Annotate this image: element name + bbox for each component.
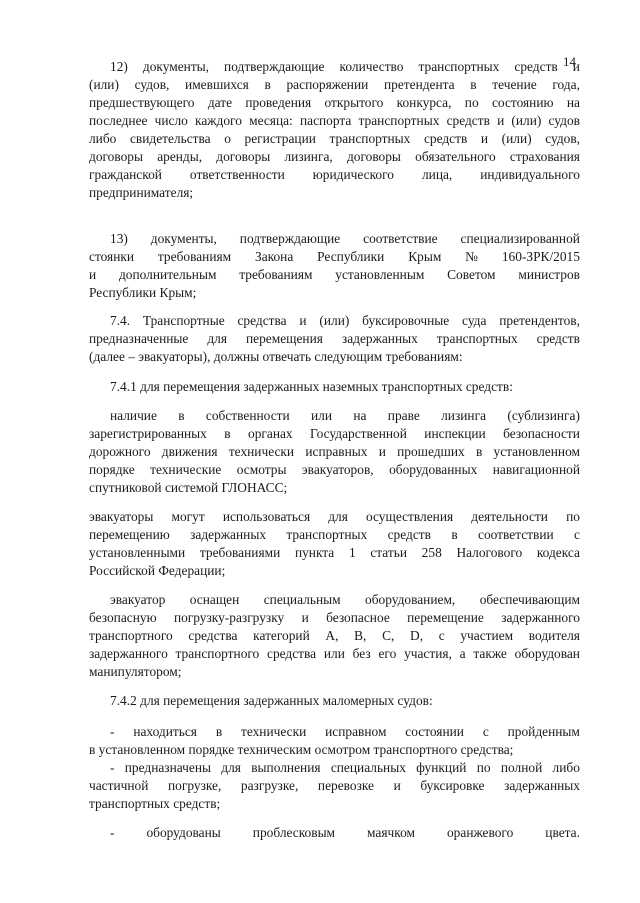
text-line: в установленном порядке техническим осмотром транспортного средства; (89, 742, 514, 757)
text-line: наличие в собственности или на праве лизинга (сублизинга) (110, 408, 580, 423)
text-line: 13) документы, подтверждающие соответствие специализированной (110, 231, 580, 246)
text-line: предназначенные для перемещения задержанных транспортных средств (89, 331, 580, 346)
text-line: последнее число каждого месяца: паспорта транспортных средств и (или) судов (89, 113, 580, 128)
text-line: - предназначены для выполнения специальных функций по полной либо (110, 760, 580, 775)
text-line: 7.4. Транспортные средства и (или) буксировочные суда претендентов, (110, 313, 580, 328)
text-line: спутниковой системой ГЛОНАСС; (89, 480, 288, 495)
text-line: - находиться в технически исправном состоянии с пройденным (110, 724, 580, 739)
text-line: эвакуаторы могут использоваться для осуществления деятельности по (89, 509, 580, 524)
text-line: порядке технические осмотры эвакуаторов, оборудованных навигационной (89, 462, 580, 477)
text-line: (или) судов, имевшихся в распоряжении претендента в течение года, (89, 77, 580, 92)
text-line: транспортного средства категорий А, В, С, D, с участием водителя (89, 628, 580, 643)
text-line: эвакуатор оснащен специальным оборудованием, обеспечивающим (110, 592, 580, 607)
text-line: предпринимателя; (89, 185, 194, 200)
text-line: транспортных средств; (89, 796, 221, 811)
text-line: - оборудованы проблесковым маячком оранжевого цвета. (110, 825, 580, 840)
text-line: предшествующего дате проведения открытого конкурса, по состоянию на (89, 95, 580, 110)
text-line: безопасную погрузку-разгрузку и безопасное перемещение задержанного (89, 610, 580, 625)
text-line: дорожного движения технически исправных и прошедших в установленном (89, 444, 580, 459)
text-line: и дополнительным требованиям установленным Советом министров (89, 267, 580, 282)
text-line: манипулятором; (89, 664, 182, 679)
text-line: 7.4.2 для перемещения задержанных маломерных судов: (110, 693, 433, 708)
text-line: частичной погрузке, разгрузке, перевозке и буксировке задержанных (89, 778, 580, 793)
text-line: либо свидетельства о регистрации транспортных средств и (или) судов, (89, 131, 580, 146)
text-line: 7.4.1 для перемещения задержанных наземных транспортных средств: (110, 379, 513, 394)
text-line: задержанного транспортного средства или без его участия, а также оборудован (89, 646, 580, 661)
text-line: стоянки требованиям Закона Республики Крым № 160-ЗРК/2015 (89, 249, 580, 264)
text-line: зарегистрированных в органах Государственной инспекции безопасности (89, 426, 580, 441)
text-line: Республики Крым; (89, 285, 197, 300)
text-line: договоры аренды, договоры лизинга, договоры обязательного страхования (89, 149, 580, 164)
page-number: 14 (563, 54, 576, 69)
text-line: Российской Федерации; (89, 563, 226, 578)
text-line: гражданской ответственности юридического лица, индивидуального (89, 167, 580, 182)
text-line: установленными требованиями пункта 1 статьи 258 Налогового кодекса (89, 545, 580, 560)
text-line: перемещению задержанных транспортных средств в соответствии с (89, 527, 580, 542)
text-line: (далее – эвакуаторы), должны отвечать следующим требованиям: (89, 349, 463, 364)
text-line: 12) документы, подтверждающие количество транспортных средств и (110, 59, 580, 74)
